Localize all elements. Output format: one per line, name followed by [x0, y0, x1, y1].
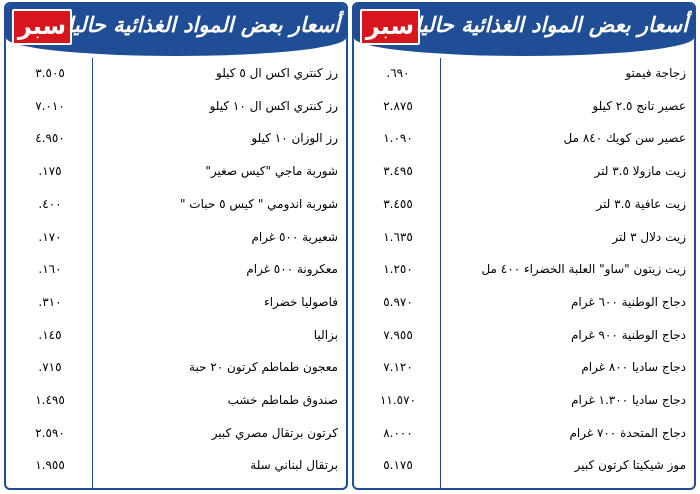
price-value: ٥.٩٧٠	[383, 294, 413, 309]
price-value: .٣١٠	[38, 294, 62, 309]
price-row	[6, 450, 346, 483]
item-name: صندوق طماطم خشب	[227, 393, 338, 407]
item-name: دجاج المتحدة ٧٠٠ غرام	[569, 425, 686, 440]
item-name: دجاج الوطنية ٦٠٠ غرام	[570, 294, 686, 309]
price-row	[354, 58, 694, 91]
price-row	[6, 189, 346, 222]
item-name: زيت مازولا ٣.٥ لتر	[594, 164, 686, 179]
price-row	[6, 254, 346, 287]
price-row	[354, 450, 694, 483]
price-row	[354, 320, 694, 353]
price-value: ٣.٤٩٥	[383, 164, 413, 179]
item-name: برتقال لبناني سلة	[250, 458, 338, 473]
item-name: شوربة ماجي "كيس صغير"	[205, 164, 338, 179]
price-row	[354, 156, 694, 189]
price-value: ٨.٠٠٠	[383, 425, 413, 440]
price-row	[354, 222, 694, 255]
item-name: دجاج ساديا ١.٣٠٠ غرام	[571, 393, 686, 407]
price-row	[6, 352, 346, 385]
price-row	[6, 91, 346, 124]
item-name: معجون طماطم كرتون ٢٠ حبة	[189, 360, 338, 375]
price-row	[6, 222, 346, 255]
price-value: ٥.١٧٥	[383, 458, 413, 473]
item-name: معكرونة ٥٠٠ غرام	[246, 262, 338, 277]
price-row	[6, 156, 346, 189]
item-name: شعيرية ٥٠٠ غرام	[251, 229, 338, 244]
price-row	[6, 123, 346, 156]
price-value: ٣.٥٠٥	[35, 66, 65, 80]
price-value: ٣.٤٥٥	[383, 196, 413, 211]
price-value: ١.٤٩٥	[35, 393, 65, 407]
item-name: موز شيكيتا كرتون كبير	[574, 458, 686, 473]
item-name: زيت دلال ٣ لتر	[612, 229, 686, 244]
price-value: ١.٠٩٠	[383, 131, 413, 146]
price-value: ١١.٥٧٠	[379, 393, 417, 407]
price-value: .٦٩٠	[386, 66, 410, 80]
price-value: .١٤٥	[38, 327, 62, 342]
item-name: بزاليا	[313, 327, 338, 342]
item-name: دجاج ساديا ٨٠٠ غرام	[581, 360, 686, 375]
price-value: ١.٩٥٥	[35, 458, 65, 473]
price-row	[354, 189, 694, 222]
price-row	[354, 123, 694, 156]
price-value: ٢.٨٧٥	[383, 98, 413, 113]
price-value: ١.٢٥٠	[383, 262, 413, 277]
item-name: دجاج الوطنية ٩٠٠ غرام	[570, 327, 686, 342]
price-value: ٢.٥٩٠	[35, 425, 65, 440]
item-name: زيت زيتون "ساو" العلبة الخضراء ٤٠٠ مل	[481, 262, 686, 277]
price-list	[6, 58, 346, 488]
brand-logo: سبر	[360, 9, 420, 45]
panel-header	[6, 4, 346, 56]
price-row	[354, 385, 694, 418]
item-name: زيت عافية ٣.٥ لتر	[596, 196, 686, 211]
price-value: .١٧٥	[38, 164, 62, 179]
panel-title: أسعار بعض المواد الغذائية حاليا	[67, 12, 340, 37]
price-value: .٤٠٠	[38, 196, 62, 211]
item-name: كرتون برتقال مصري كبير	[211, 425, 338, 440]
price-value: ٤.٩٥٠	[35, 131, 65, 146]
item-name: عصير سن كويك ٨٤٠ مل	[563, 131, 686, 146]
price-row	[354, 254, 694, 287]
item-name: شوربة اندومي " كيس ٥ حبات "	[179, 196, 338, 211]
item-name: رز كنتري اكس ال ٥ كيلو	[216, 66, 338, 80]
price-value: .١٦٠	[38, 262, 62, 277]
price-row	[6, 320, 346, 353]
panel-header	[354, 4, 694, 56]
price-value: .٧١٥	[38, 360, 62, 375]
price-row	[6, 418, 346, 451]
price-value: ٧.٠١٠	[35, 98, 65, 113]
item-name: عصير تانج ٢.٥ كيلو	[592, 98, 686, 113]
price-list	[354, 58, 694, 488]
item-name: زجاجة فيمتو	[625, 66, 686, 80]
item-name: فاصوليا خضراء	[264, 294, 338, 309]
price-row	[6, 58, 346, 91]
price-value: .١٧٠	[38, 229, 62, 244]
price-row	[6, 385, 346, 418]
left-price-panel	[4, 2, 348, 490]
price-row	[354, 418, 694, 451]
right-price-panel	[352, 2, 696, 490]
price-row	[354, 287, 694, 320]
price-value: ٧.١٢٠	[383, 360, 413, 375]
item-name: رز الوزان ١٠ كيلو	[251, 131, 338, 146]
brand-logo: سبر	[12, 9, 72, 45]
item-name: رز كنتري اكس ال ١٠ كيلو	[209, 98, 338, 113]
price-row	[354, 352, 694, 385]
price-row	[354, 91, 694, 124]
price-value: ٧.٩٥٥	[383, 327, 413, 342]
price-value: ١.٦٣٥	[383, 229, 413, 244]
panel-title: أسعار بعض المواد الغذائية حاليا	[415, 12, 688, 37]
price-row	[6, 287, 346, 320]
